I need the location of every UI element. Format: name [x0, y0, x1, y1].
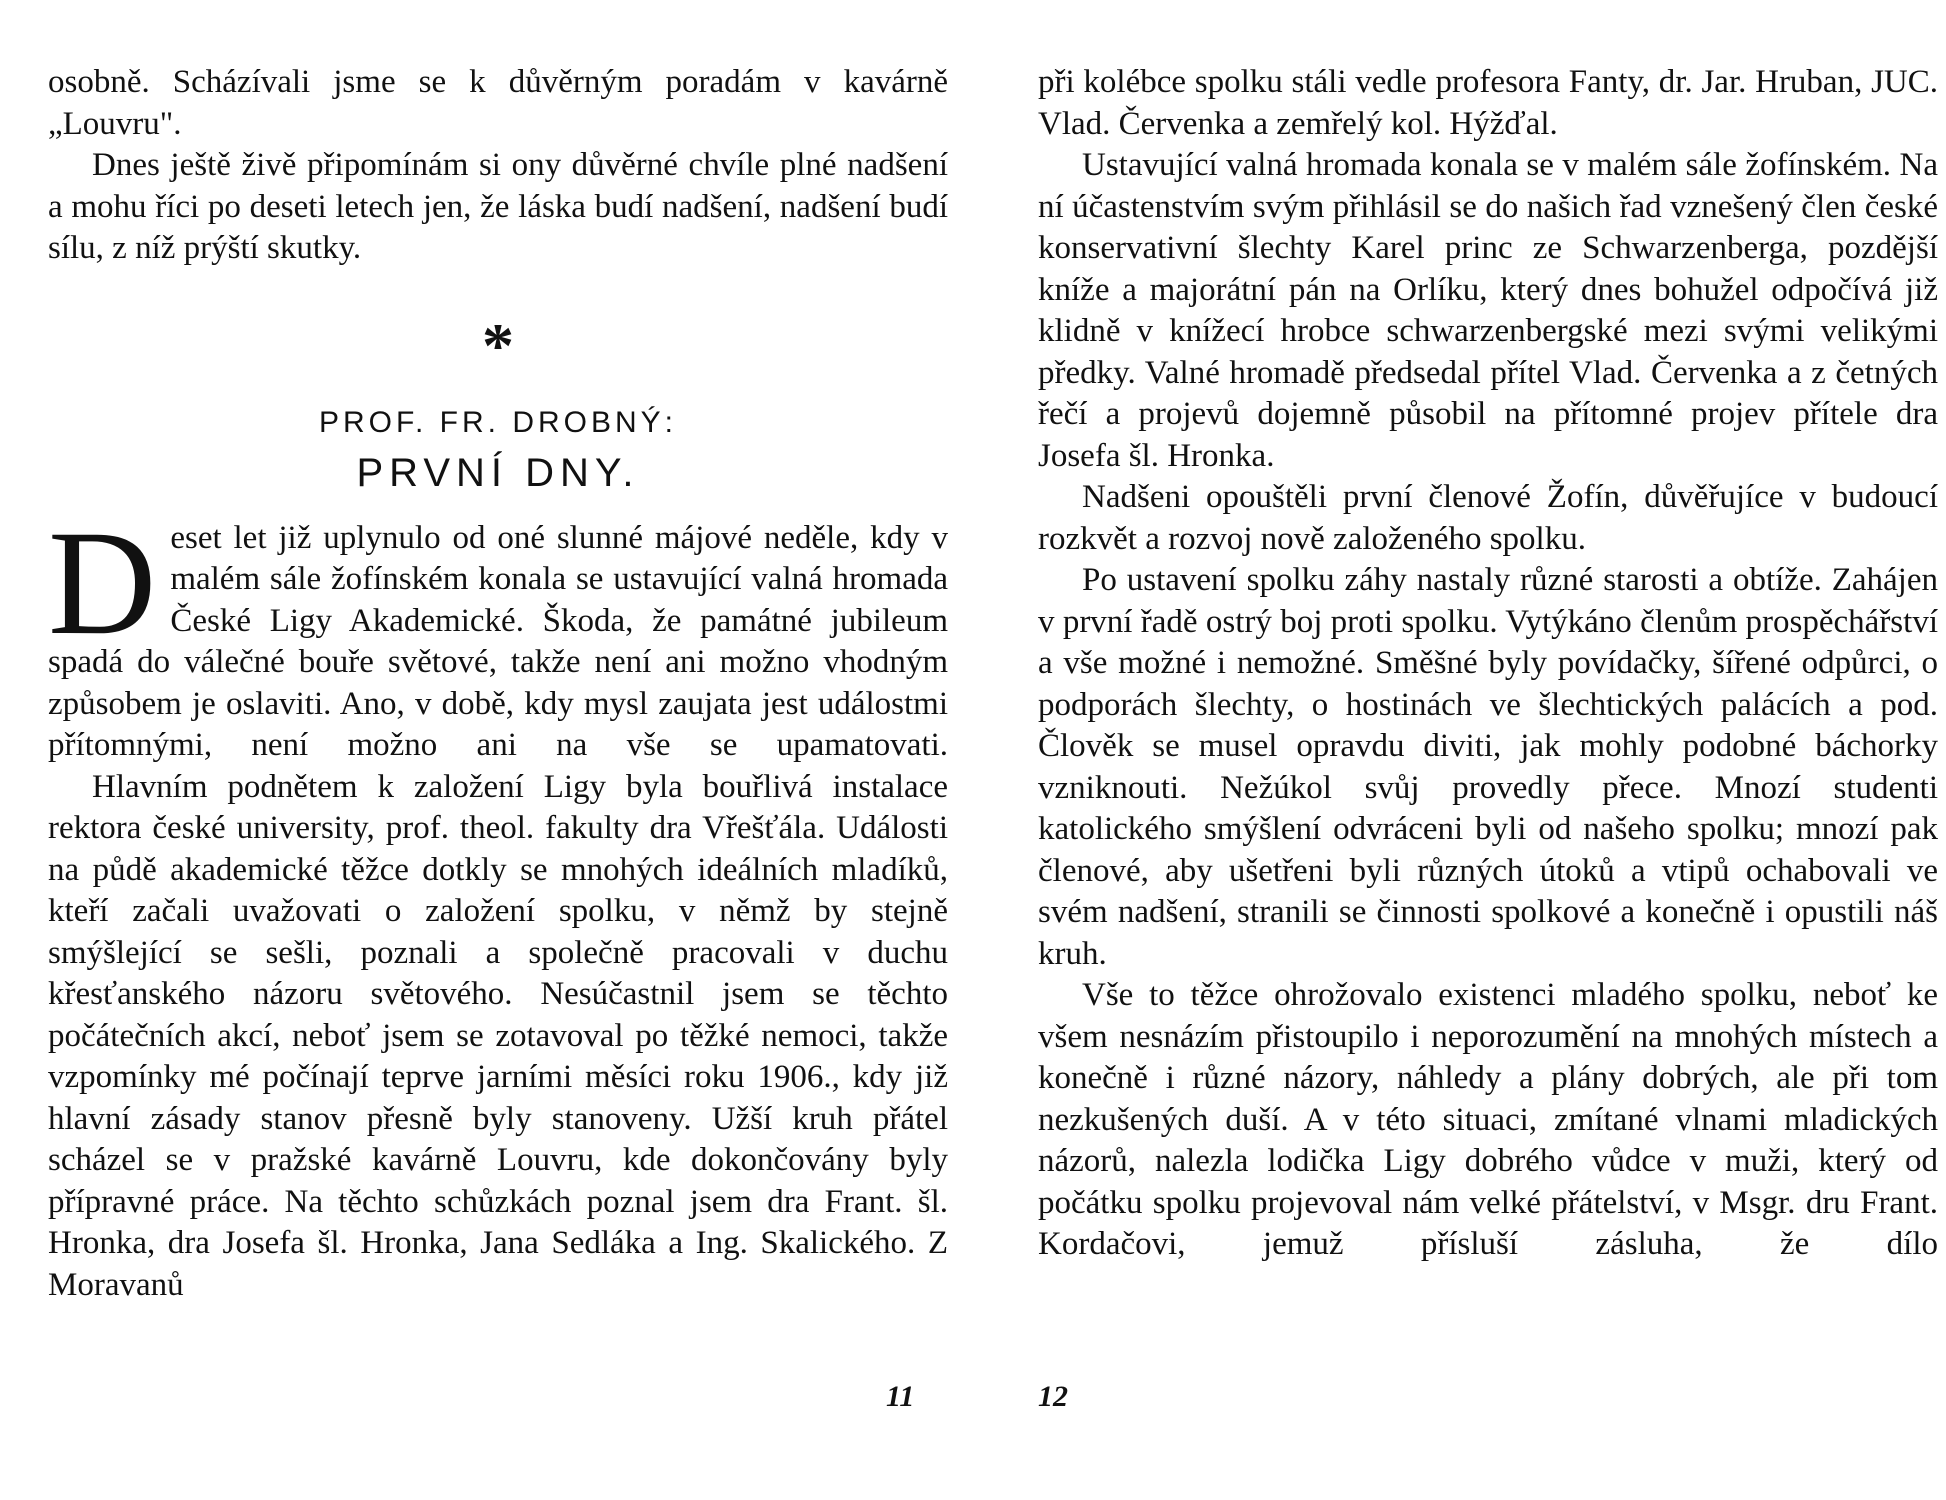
paragraph-intro-text: eset let již uplynulo od oné slunné májové neděle, kdy v malém sále žofínském konala se ustavující valná hromada České Ligy Akademické. Škoda, že památné jubileum spadá do válečné bouře světové, takže není ani možno vhodným způsobem je oslaviti. Ano, v době, kdy mysl zaujata jest událostmi přítomnými, není možno ani na vše se upamatovati. — [48, 519, 948, 763]
page-number-left: 11 — [886, 1380, 915, 1413]
paragraph-assembly: Ustavující valná hromada konala se v malém sále žofínském. Na ní účastenstvím svým přihlásil se do našich řad vznešený člen české konservativní šlechty Karel princ ze Schwarzenberga, pozdější kníže a majorátní pán na Orlíku, který dnes bohužel odpočívá již klidně v knížecí hrobce schwarzenbergské mezi svými velikými předky. Valné hromadě předsedal přítel Vlad. Červenka a z četných řečí a projevů dojemně působil na přítomné projev přítele dra Josefa šl. Hronka. — [1038, 147, 1938, 474]
paragraph-departure: Nadšeni opouštěli první členové Žofín, důvěřujíce v budoucí rozkvět a rozvoj nově založeného spolku. — [1038, 479, 1938, 557]
page-number-right: 12 — [1038, 1380, 1068, 1413]
left-continued-paragraph: osobně. Scházívali jsme se k důvěrným poradám v kavárně „Louvru". — [48, 64, 948, 142]
paragraph-existence: Vše to těžce ohrožovalo existenci mladého spolku, neboť ke všem nesnázím přistoupilo i neporozumění na mnohých místech a konečně i různé názory, náhledy a plány dobrých, ale při tom nezkušených duší. A v této situaci, zmítané vlnami mladických názorů, nalezla lodička Ligy dobrého vůdce v muži, který od počátku spolku projevoval nám velké přátelství, v Msgr. dru Frant. Kordačovi, jemuž přísluší zásluha, že dílo — [1038, 977, 1938, 1262]
paragraph-memory: Dnes ještě živě připomínám si ony důvěrné chvíle plné nadšení a mohu říci po deseti letech jen, že láska budí nadšení, nadšení budí sílu, z níž prýští skutky. — [48, 147, 948, 266]
paragraph-troubles: Po ustavení spolku záhy nastaly různé starosti a obtíže. Zahájen v první řadě ostrý boj proti spolku. Vytýkáno členům prospěchářství a vše možné i nemožné. Směšné byly povídačky, šířené odpůrci, o podporách šlechty, o hostinách ve šlechtických palácích a pod. Člověk se musel opravdu diviti, jak mohly podobné báchorky vzniknouti. Nežúkol svůj provedly přece. Mnozí studenti katolického smýšlení odvráceni byli od našeho spolku; mnozí pak členové, aby ušetřeni byli různých útoků a vtipů ochabovali ve svém nadšení, stranili se činnosti spolkové a konečně i opustili náš kruh. — [1038, 562, 1938, 972]
section-separator-asterisk: * — [482, 309, 514, 381]
drop-cap-letter: D — [48, 499, 157, 666]
paragraph-founding: Hlavním podnětem k založení Ligy byla bouřlivá instalace rektora české university, prof. theol. fakulty dra Vřešťála. Události na půdě akademické těžce dotkly se mnohých ideálních mladíků, kteří začali uvažovati o založení spolku, v němž by stejně smýšlející se sešli, poznali a společně pracovali v duchu křesťanského názoru světového. Nesúčastnil jsem se těchto počátečních akcí, neboť jsem se zotavoval po těžké nemoci, takže vzpomínky mé počínají teprve jarními měsíci roku 1906., kdy již hlavní zásady stanov přesně byly stanoveny. Užší kruh přátel scházel se v pražské kavárně Louvru, kde dokončovány byly přípravné práce. Na těchto schůzkách poznal jsem dra Frant. šl. Hronka, dra Josefa šl. Hronka, Jana Sedláka a Ing. Skalického. Z Moravanů — [48, 768, 948, 1303]
article-byline: PROF. FR. DROBNÝ: — [318, 405, 678, 439]
article-title: PRVNÍ DNY. — [356, 450, 640, 495]
left-page — [48, 62, 948, 1306]
right-page — [1038, 62, 1938, 1266]
right-continued-paragraph: při kolébce spolku stáli vedle profesora Fanty, dr. Jar. Hruban, JUC. Vlad. Červenka a zemřelý kol. Hýžďal. — [1038, 64, 1938, 142]
paragraph-intro — [48, 499, 948, 767]
